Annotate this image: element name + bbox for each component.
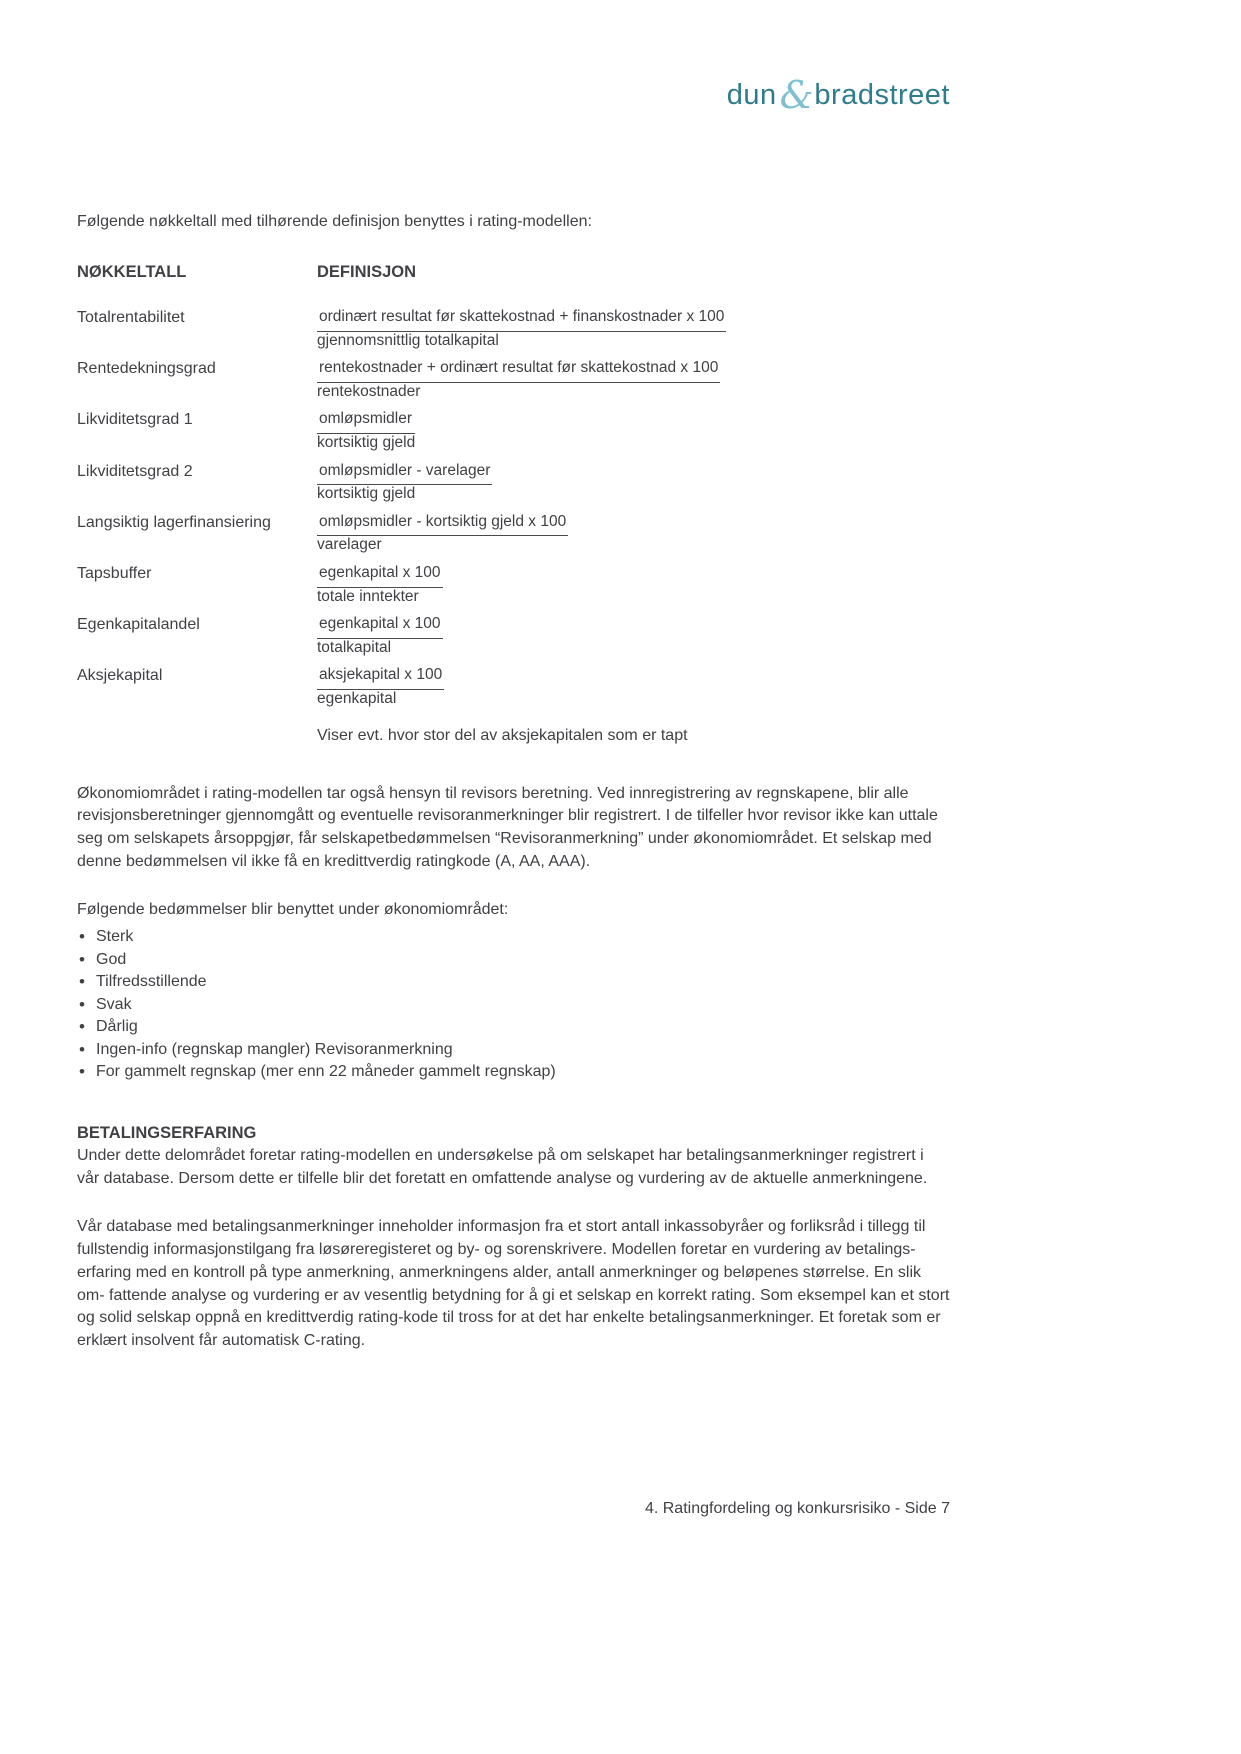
table-row <box>77 410 950 452</box>
ratio-fraction <box>317 462 492 504</box>
dun-bradstreet-logo <box>77 73 950 117</box>
aksjekapital-note: Viser evt. hvor stor del av aksjekapitalen som er tapt <box>317 726 688 744</box>
table-row <box>77 564 950 606</box>
ratio-denominator: kortsiktig gjeld <box>317 485 416 503</box>
ratio-fraction <box>317 564 443 606</box>
ratio-numerator: egenkapital x 100 <box>317 564 443 588</box>
betalingserfaring-paragraph-2: Vår database med betalingsanmerkninger inneholder informasjon fra et stort antall inkassobyråer og forliksråd i tillegg til fullstendig informasjonstilgang fra løsøreregisteret og by- og sorenskrivere. Modellen foretar en vurdering av betalings- erfaring med en kontroll på type anmerkning, anmerkningens alder, antall anmerkninger og beløpenes størrelse. En slik om- fattende analyse og vurdering er av vesentlig betydning for å gi et selskap en korrekt rating. Som eksempel kan et stort og solid selskap oppnå en kredittverdig rating-kode til tross for at det har enkelte betalingsanmerkninger. Et foretak som er erklært insolvent får automatisk C-rating. <box>77 1218 950 1349</box>
ratio-label: Langsiktig lagerfinansiering <box>77 513 271 531</box>
list-item <box>77 926 950 949</box>
intro-paragraph: Følgende nøkkeltall med tilhørende definisjon benyttes i rating-modellen: <box>77 213 592 230</box>
betalingserfaring-heading: BETALINGSERFARING <box>77 1123 257 1142</box>
paragraph-okonomiomradet: Økonomiområdet i rating-modellen tar også hensyn til revisors beretning. Ved innregistrering av regnskapene, blir alle revisjonsberetninger gjennomgått og eventuelle revisoranmerkninger blir registrert. I de tilfeller hvor revisor ikke kan uttale seg om selskapets årsoppgjør, får selskapetbedømmelsen “Revisoranmerkning” under økonomiområdet. Et selskap med denne bedømmelsen vil ikke få en kredittverdig ratingkode (A, AA, AAA). <box>77 784 938 870</box>
bullet-item-label: Dårlig <box>96 1018 138 1036</box>
list-item <box>77 1061 950 1084</box>
table-row <box>77 462 950 504</box>
list-item <box>77 971 950 994</box>
ratio-fraction <box>317 308 726 350</box>
ratio-label: Likviditetsgrad 2 <box>77 462 193 480</box>
logo-ampersand-icon: & <box>779 73 814 117</box>
bullet-item-label: Ingen-info (regnskap mangler) Revisoranmerkning <box>96 1040 453 1058</box>
ratio-fraction <box>317 513 568 555</box>
logo-text-dun: dun <box>726 79 777 111</box>
ratio-denominator: gjennomsnittlig totalkapital <box>317 331 499 349</box>
key-figures-table <box>77 263 950 745</box>
list-item <box>77 994 950 1017</box>
betalingserfaring-paragraph-1: Under dette delområdet foretar rating-modellen en undersøkelse på om selskapet har betalingsanmerkninger registrert i vår database. Dersom dette er tilfelle blir det foretatt en omfattende analyse og vurdering av de aktuelle anmerkningene. <box>77 1146 928 1187</box>
ratio-label: Totalrentabilitet <box>77 309 185 326</box>
bullet-item-label: Sterk <box>96 928 134 946</box>
ratio-fraction <box>317 359 720 401</box>
column-header-definisjon: DEFINISJON <box>317 263 417 281</box>
ratio-fraction <box>317 666 444 708</box>
column-header-nokkeltall: NØKKELTALL <box>77 263 187 281</box>
ratio-label: Likviditetsgrad 1 <box>77 411 193 429</box>
ratio-label: Tapsbuffer <box>77 564 152 582</box>
table-row <box>77 666 950 708</box>
ratio-table-rows <box>77 308 950 709</box>
ratio-numerator: aksjekapital x 100 <box>317 666 444 690</box>
ratio-denominator: egenkapital <box>317 689 397 707</box>
ratio-label: Egenkapitalandel <box>77 616 200 634</box>
ratio-numerator: rentekostnader + ordinært resultat før skattekostnad x 100 <box>317 359 720 383</box>
bullet-item-label: God <box>96 950 127 968</box>
bullets-intro-paragraph: Følgende bedømmelser blir benyttet under økonomiområdet: <box>77 901 509 919</box>
page-footer: 4. Ratingfordeling og konkursrisiko - Side 7 <box>644 1500 950 1517</box>
ratio-numerator: ordinært resultat før skattekostnad + finanskostnader x 100 <box>317 308 726 332</box>
ratio-label: Rentedekningsgrad <box>77 360 216 378</box>
ratio-denominator: rentekostnader <box>317 382 421 400</box>
bedommelser-list <box>77 926 950 1084</box>
ratio-numerator: omløpsmidler - varelager <box>317 462 492 486</box>
ratio-numerator: omløpsmidler <box>317 410 415 434</box>
ratio-denominator: varelager <box>317 536 382 554</box>
list-item <box>77 949 950 972</box>
table-row <box>77 308 950 350</box>
bullet-item-label: Tilfredsstillende <box>96 973 207 991</box>
bullet-item-label: Svak <box>96 995 132 1013</box>
table-row <box>77 513 950 555</box>
ratio-denominator: totalkapital <box>317 638 392 656</box>
list-item <box>77 1039 950 1062</box>
table-header-row <box>77 263 950 282</box>
ratio-label: Aksjekapital <box>77 667 163 685</box>
table-row <box>77 359 950 401</box>
ratio-denominator: totale inntekter <box>317 587 419 605</box>
ratio-fraction <box>317 410 415 452</box>
ratio-fraction <box>317 615 443 657</box>
table-row <box>77 615 950 657</box>
bullet-item-label: For gammelt regnskap (mer enn 22 måneder gammelt regnskap) <box>96 1063 556 1081</box>
ratio-numerator: egenkapital x 100 <box>317 615 443 639</box>
logo-text-bradstreet: bradstreet <box>814 79 950 111</box>
ratio-numerator: omløpsmidler - kortsiktig gjeld x 100 <box>317 513 568 537</box>
list-item <box>77 1016 950 1039</box>
ratio-denominator: kortsiktig gjeld <box>317 433 416 451</box>
